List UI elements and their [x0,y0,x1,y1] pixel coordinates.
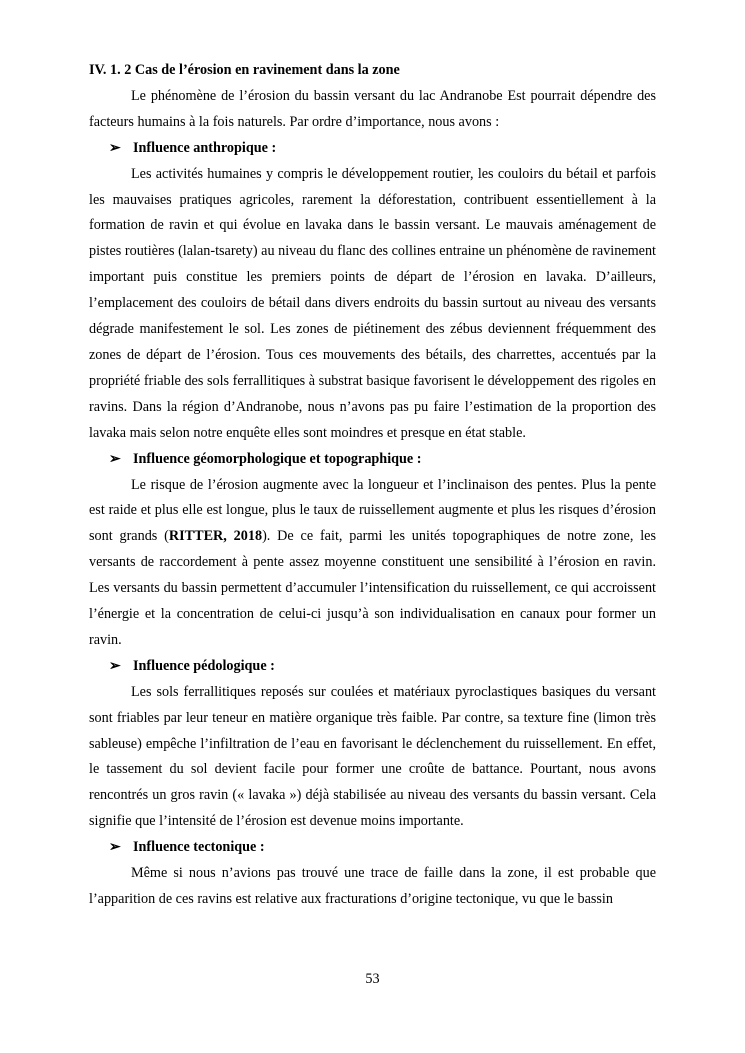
citation: RITTER, 2018 [168,528,263,545]
bullet-heading-anthropique [89,136,656,162]
document-page [89,58,656,913]
page-number: 53 [365,971,380,987]
bullet-heading-tectonique [89,835,656,861]
intro-paragraph: Le phénomène de l’érosion du bassin versant du lac Andranobe Est pourrait dépendre des facteurs humains à la fois naturels. Par ordre d’importance, nous avons : [89,87,656,130]
paragraph-anthropique: Les activités humaines y compris le développement routier, les couloirs du bétail et parfois les mauvaises pratiques agricoles, rarement la déforestation, contribuent essentiellement à la formation de ravin et qui évolue en lavaka dans le bassin versant. Le mauvais aménagement de pistes routières (lalan-tsarety) au niveau du flanc des collines entraine un phénomène de ravinement important puis constitue les premiers points de départ de l’érosion en lavaka. D’ailleurs, l’emplacement des couloirs de bétail dans divers endroits du bassin surtout au niveau des versants dégrade manifestement le sol. Les zones de piétinement des zébus deviennent fréquemment des zones de départ de l’érosion. Tous ces mouvements des bétails, des charrettes, accentués par la propriété friable des sols ferrallitiques à substrat basique favorisent le développement des rigoles en ravins. Dans la région d’Andranobe, nous n’avons pas pu faire l’estimation de la proportion des lavaka mais selon notre enquête elles sont moindres et presque en état stable. [89,165,656,441]
paragraph-pedologique: Les sols ferrallitiques reposés sur coulées et matériaux pyroclastiques basiques du versant sont friables par leur teneur en matière organique très faible. Par contre, sa texture fine (limon très sableuse) empêche l’infiltration de l’eau en favorisant le déclenchement du ruissellement. En effet, le tassement du sol devient facile pour former une croûte de battance. Pourtant, nous avons rencontrés un gros ravin (« lavaka ») déjà stabilisée au niveau des versants du bassin versant. Cela signifie que l’intensité de l’érosion est devenue moins importante. [89,683,656,830]
bullet-heading-pedologique [89,654,656,680]
arrow-bullet-icon: ➢ [109,139,121,156]
paragraph-text: ). De ce fait, parmi les unités topographiques de notre zone, les versants de raccordement à pente assez moyenne constituent une sensibilité à l’érosion en ravin. Les versants du bassin permettent d’accumuler l’intensification du ruissellement, ce qui accroissent l’énergie et la concentration de celui-ci jusqu’à son individualisation en canaux pour former un ravin. [89,528,657,648]
heading-text: Influence géomorphologique et topographique : [133,450,422,467]
arrow-bullet-icon: ➢ [109,657,121,674]
paragraph-tectonique: Même si nous n’avions pas trouvé une trace de faille dans la zone, il est probable que l’apparition de ces ravins est relative aux fracturations d’origine tectonique, vu que le bassin [89,865,656,907]
heading-text: Influence tectonique : [133,839,265,856]
arrow-bullet-icon: ➢ [109,450,121,467]
heading-text: Influence pédologique : [133,657,275,674]
bullet-heading-geomorphologique [89,447,656,473]
paragraph-geomorphologique [89,473,656,654]
heading-text: Influence anthropique : [133,139,277,156]
section-title: IV. 1. 2 Cas de l’érosion en ravinement dans la zone [89,62,400,78]
arrow-bullet-icon: ➢ [109,839,121,856]
paragraph-text: Le risque de l’érosion augmente avec la longueur et l’inclinaison des pentes. Plus la pente est raide et plus elle est longue, plus le taux de ruissellement augmente et plus les risques d’érosion sont grands ( [89,476,656,545]
